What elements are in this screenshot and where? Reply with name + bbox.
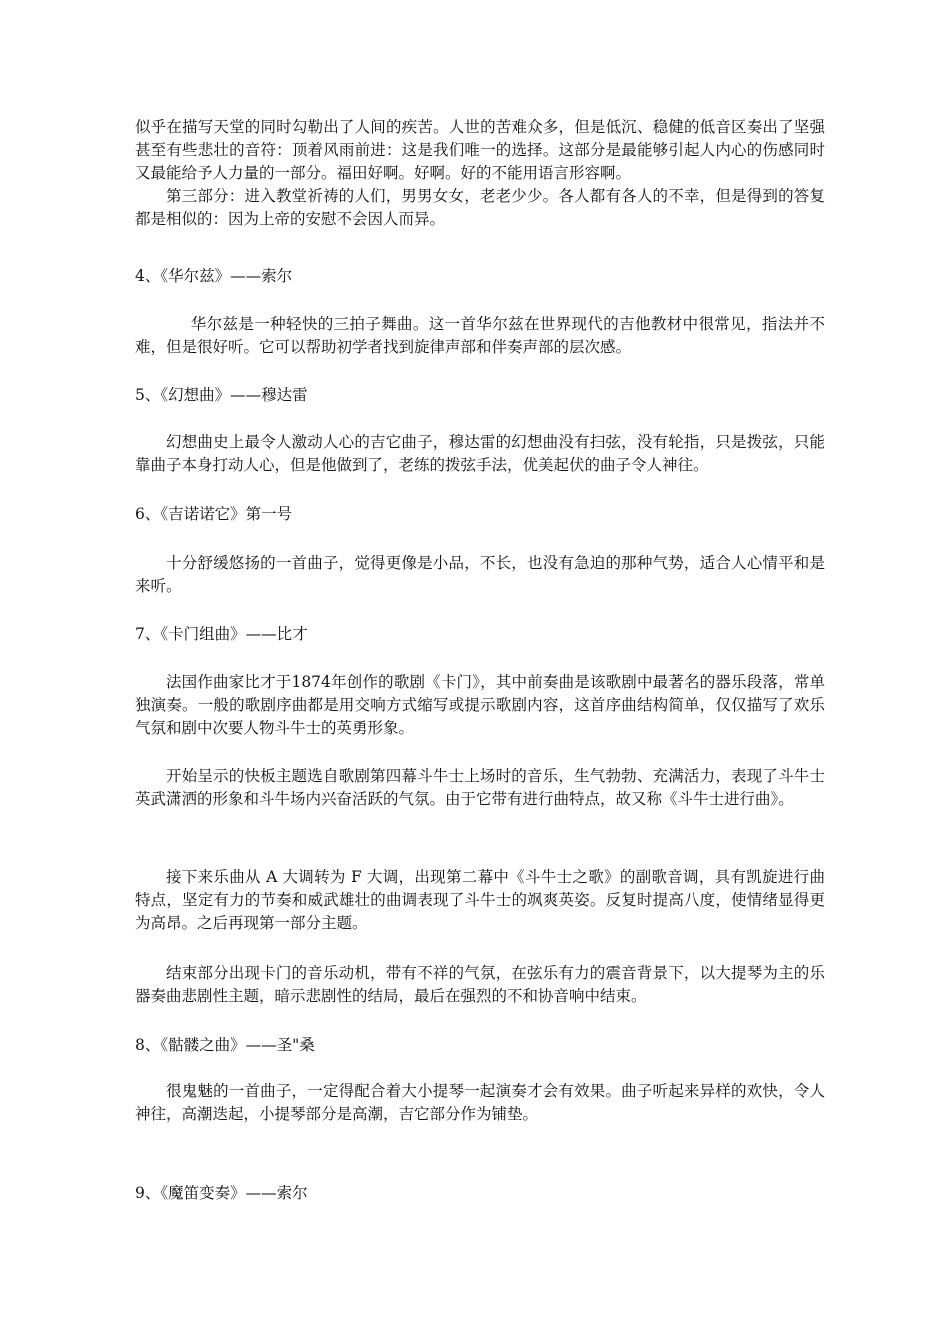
paragraph-fantasia: 幻想曲史上最令人激动人心的吉它曲子，穆达雷的幻想曲没有扫弦，没有轮指，只是拨弦，只能靠曲子本身打动人心，但是他做到了，老练的拨弦手法，优美起伏的曲子令人神往。 — [135, 433, 825, 474]
heading-danse-macabre: 8、《骷髅之曲》——圣"桑 — [135, 1036, 315, 1054]
heading-carmen: 7、《卡门组曲》——比才 — [135, 625, 308, 643]
paragraph-carmen-allegro: 开始呈示的快板主题选自歌剧第四幕斗牛士上场时的音乐，生气勃勃、充满活力，表现了斗牛士英武潇洒的形象和斗牛场内兴奋活跃的气氛。由于它带有进行曲特点，故又称《斗牛士进行曲》。 — [135, 767, 825, 808]
paragraph-carmen-ending: 结束部分出现卡门的音乐动机，带有不祥的气氛，在弦乐有力的震音背景下，以大提琴为主的乐器奏曲悲剧性主题，暗示悲剧性的结局，最后在强烈的不和协音响中结束。 — [135, 964, 825, 1005]
heading-waltz: 4、《华尔兹》——索尔 — [135, 267, 293, 285]
paragraph-part-three: 第三部分：进入教堂祈祷的人们，男男女女，老老少少。各人都有各人的不幸，但是得到的答复都是相似的：因为上帝的安慰不会因人而异。 — [135, 187, 825, 228]
heading-gymnopedie: 6、《吉诺诺它》第一号 — [135, 505, 293, 523]
paragraph-danse-macabre: 很鬼魅的一首曲子，一定得配合着大小提琴一起演奏才会有效果。曲子听起来异样的欢快，令人神往，高潮迭起，小提琴部分是高潮，吉它部分作为铺垫。 — [135, 1082, 825, 1123]
paragraph-gymnopedie: 十分舒缓悠扬的一首曲子，觉得更像是小品，不长，也没有急迫的那种气势，适合人心情平和是来听。 — [135, 554, 825, 595]
paragraph-waltz: 华尔兹是一种轻快的三拍子舞曲。这一首华尔兹在世界现代的吉他教材中很常见，指法并不难，但是很好听。它可以帮助初学者找到旋律声部和伴奏声部的层次感。 — [135, 315, 825, 356]
paragraph-carmen-toreador: 接下来乐曲从 A 大调转为 F 大调，出现第二幕中《斗牛士之歌》的副歌音调，具有凯旋进行曲特点，坚定有力的节奏和威武雄壮的曲调表现了斗牛士的飒爽英姿。反复时提高八度，使情绪显得更为高昂。之后再现第一部分主题。 — [135, 868, 825, 932]
heading-magic-flute: 9、《魔笛变奏》——索尔 — [135, 1184, 308, 1202]
paragraph-part-two-end: 似乎在描写天堂的同时勾勒出了人间的疾苦。人世的苦难众多，但是低沉、稳健的低音区奏出了坚强甚至有些悲壮的音符：顶着风雨前进：这是我们唯一的选择。这部分是最能够引起人内心的伤感同时又最能给予人力量的一部分。福田好啊。好啊。好的不能用语言形容啊。 — [135, 118, 825, 182]
heading-fantasia: 5、《幻想曲》——穆达雷 — [135, 386, 308, 404]
paragraph-carmen-intro: 法国作曲家比才于1874年创作的歌剧《卡门》，其中前奏曲是该歌剧中最著名的器乐段落，常单独演奏。一般的歌剧序曲都是用交响方式缩写或提示歌剧内容，这首序曲结构简单，仅仅描写了欢乐气氛和剧中次要人物斗牛士的英勇形象。 — [135, 673, 825, 737]
